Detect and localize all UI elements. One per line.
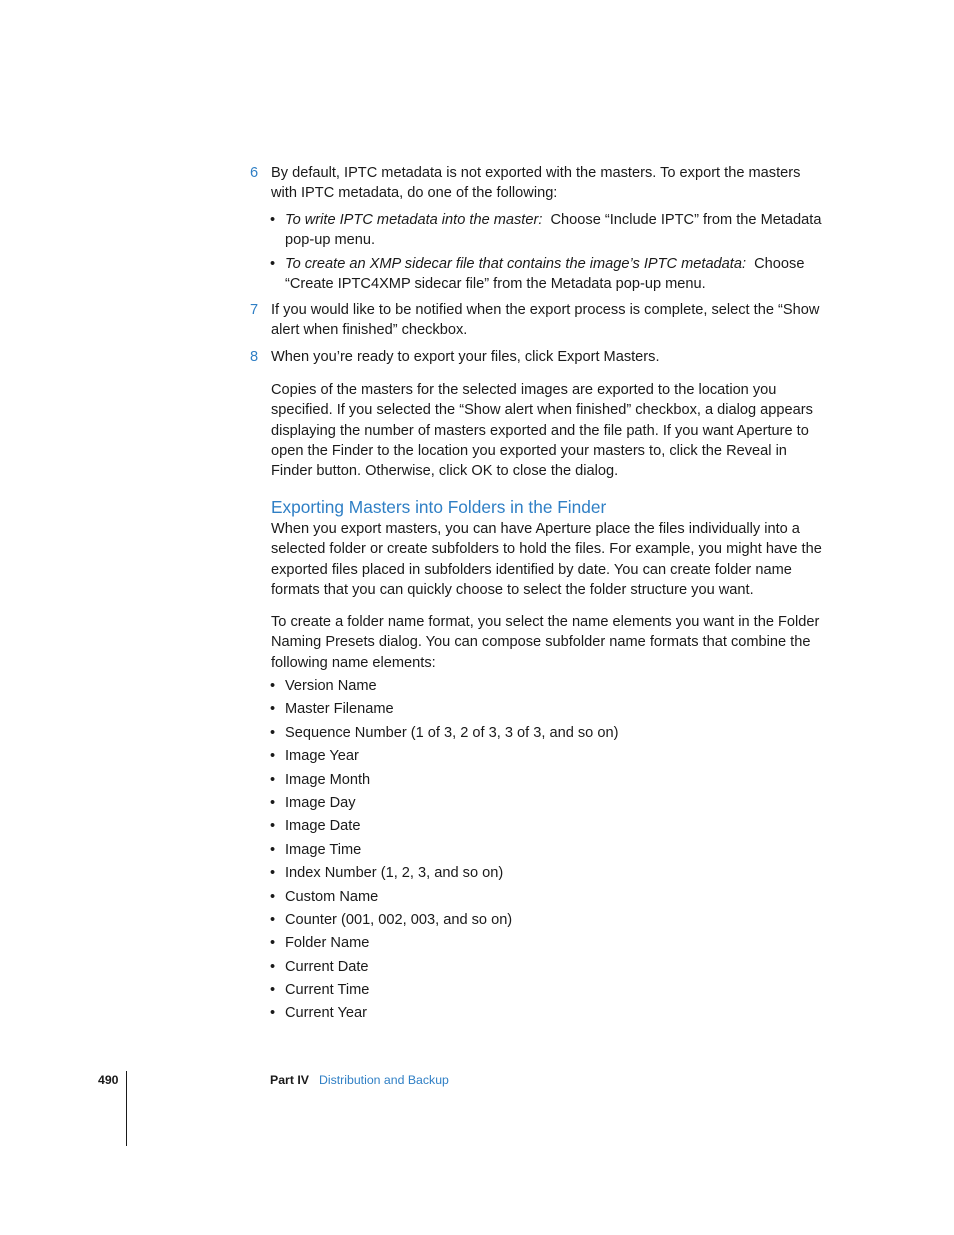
list-item-text: Image Day <box>285 795 356 811</box>
bullet-marker: • <box>270 748 276 764</box>
list-item-text: Image Year <box>285 748 359 764</box>
list-item <box>270 887 830 907</box>
footer-section-title: Distribution and Backup <box>319 1073 449 1087</box>
list-item <box>270 816 830 836</box>
bullet-marker: • <box>270 725 276 741</box>
section-paragraph-2: To create a folder name format, you select the name elements you want in the Folder Naming Presets dialog. You can compose subfolder name formats that combine the following name elements: <box>271 614 820 671</box>
bullet-marker: • <box>270 1005 276 1021</box>
bullet-marker: • <box>270 256 276 272</box>
bullet-marker: • <box>270 818 276 834</box>
footer-divider <box>126 1071 127 1146</box>
list-item-text: Image Time <box>285 842 362 858</box>
export-result-paragraph: Copies of the masters for the selected images are exported to the location you specified. If you selected the “Show alert when finished” checkbox, a dialog appears displaying the number of masters exported and the file path. If you want Aperture to open the Finder to the location you exported your masters to, click the Reveal in Finder button. Otherwise, click OK to close the dialog. <box>271 382 813 480</box>
list-item <box>270 699 830 719</box>
list-item <box>270 793 830 813</box>
step6-bullet-write-iptc <box>270 210 830 251</box>
bullet-marker: • <box>270 701 276 717</box>
list-item-text: Master Filename <box>285 701 394 717</box>
list-item-text: Counter (001, 002, 003, and so on) <box>285 912 513 928</box>
list-item-text: Current Year <box>285 1005 367 1021</box>
list-item-text: Image Date <box>285 818 361 834</box>
list-item-text: Index Number (1, 2, 3, and so on) <box>285 865 504 881</box>
list-item-text: Version Name <box>285 678 377 694</box>
step-text: If you would like to be notified when the export process is complete, select the “Show alert when finished” checkbox. <box>271 302 820 339</box>
bullet-marker: • <box>270 842 276 858</box>
bullet-marker: • <box>270 959 276 975</box>
step-8 <box>250 347 830 367</box>
bullet-marker: • <box>270 912 276 928</box>
list-item <box>270 933 830 953</box>
bullet-lead-in: To create an XMP sidecar file that contains the image’s IPTC metadata: <box>285 256 747 272</box>
bullet-marker: • <box>270 795 276 811</box>
list-item-text: Current Date <box>285 959 369 975</box>
bullet-body: Choose “Create IPTC4XMP sidecar file” from the Metadata pop-up menu. <box>285 256 805 293</box>
bullet-text <box>285 254 830 295</box>
section-heading: Exporting Masters into Folders in the Finder <box>271 497 607 517</box>
list-item-text: Folder Name <box>285 935 370 951</box>
bullet-marker: • <box>270 678 276 694</box>
step-text: By default, IPTC metadata is not exported with the masters. To export the masters with IPTC metadata, do one of the following: <box>271 165 801 202</box>
list-item-text: Current Time <box>285 982 370 998</box>
list-item <box>270 676 830 696</box>
bullet-marker: • <box>270 865 276 881</box>
bullet-marker: • <box>270 889 276 905</box>
list-item-text: Custom Name <box>285 889 379 905</box>
bullet-marker: • <box>270 982 276 998</box>
bullet-lead-in: To write IPTC metadata into the master: <box>285 212 543 228</box>
list-item <box>270 770 830 790</box>
list-item <box>270 746 830 766</box>
step-7 <box>250 300 830 341</box>
list-item <box>270 1003 830 1023</box>
list-item-text: Sequence Number (1 of 3, 2 of 3, 3 of 3, and so on) <box>285 725 619 741</box>
step-number: 8 <box>250 349 259 365</box>
list-item <box>270 840 830 860</box>
step-number: 6 <box>250 165 259 181</box>
bullet-text <box>285 210 830 251</box>
step-number: 7 <box>250 302 259 318</box>
list-item <box>270 957 830 977</box>
list-item-text: Image Month <box>285 772 371 788</box>
list-item <box>270 980 830 1000</box>
list-item <box>270 910 830 930</box>
page-number: 490 <box>98 1073 119 1087</box>
step6-bullet-xmp-sidecar <box>270 254 830 295</box>
footer-part-label: Part IV <box>270 1073 309 1087</box>
list-item <box>270 723 830 743</box>
bullet-marker: • <box>270 935 276 951</box>
list-item <box>270 863 830 883</box>
step-text: When you’re ready to export your files, click Export Masters. <box>271 349 660 365</box>
bullet-body: Choose “Include IPTC” from the Metadata pop-up menu. <box>285 212 822 249</box>
bullet-marker: • <box>270 212 276 228</box>
bullet-marker: • <box>270 772 276 788</box>
step-6 <box>250 163 830 204</box>
section-paragraph-1: When you export masters, you can have Aperture place the files individually into a selected folder or create subfolders to hold the files. For example, you might have the exported files placed in subfolders identified by date. You can create folder name formats that you can quickly choose to select the folder structure you want. <box>271 521 822 598</box>
